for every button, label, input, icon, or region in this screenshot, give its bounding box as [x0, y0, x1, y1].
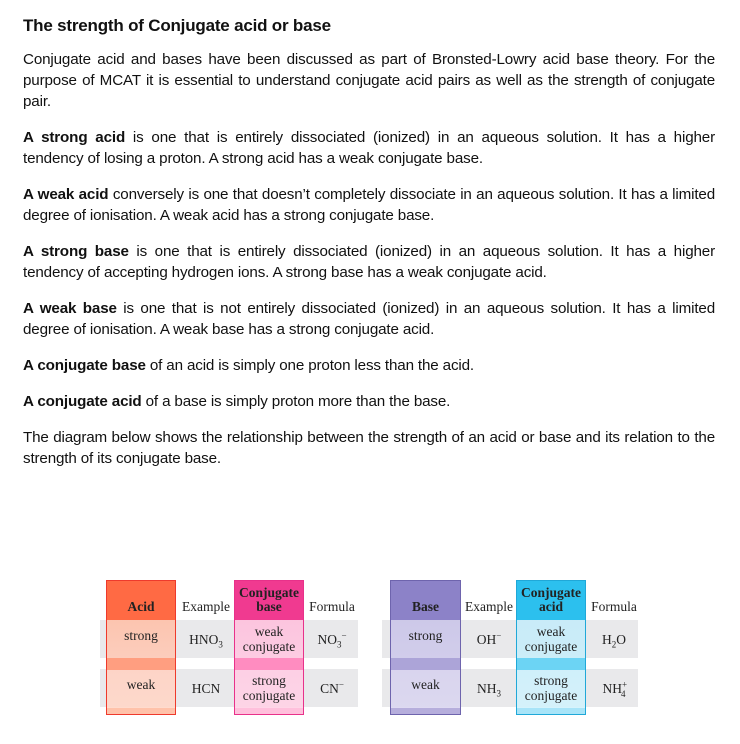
acid-example-hcn: HCN — [191, 681, 221, 696]
base-example-nh3: $NH_3$ — [477, 681, 501, 699]
base-strength-weak: weak — [411, 677, 440, 692]
header-example: Example — [182, 599, 230, 614]
header-example: Example — [465, 599, 513, 614]
acid-strength-strong: strong — [124, 628, 158, 643]
acid-table — [100, 580, 362, 720]
term: A weak base — [23, 300, 117, 317]
header-conjugate-base: Conjugate base — [239, 585, 299, 614]
conjugate-acid-paragraph: A conjugate acid of a base is simply proton more than the base. — [23, 393, 451, 410]
conj-acid-weak: weak conjugate — [524, 624, 578, 654]
strong-base-paragraph: A strong base is one that is entirely dissociated (ionized) in an aqueous solution. It has a higher tendency of accepting hydrogen ions. A strong base has a weak conjugate acid. — [23, 243, 715, 281]
formula-cn: CN− — [320, 679, 344, 696]
weak-base-paragraph: A weak base is one that is not entirely dissociated (ionized) in an aqueous solution. It has a limited degree of ionisation. A weak base has a strong conjugate acid. — [23, 300, 715, 338]
base-example-oh: OH− — [476, 630, 502, 647]
formula-nh4: $NH^+_4$ — [602, 679, 628, 699]
header-conjugate-acid: Conjugate acid — [521, 585, 581, 614]
term: A strong acid — [23, 129, 126, 146]
page-title: The strength of Conjugate acid or base — [23, 16, 331, 35]
formula-no3: $NO_3^-$ — [317, 630, 347, 650]
conj-acid-strong: strong conjugate — [524, 673, 578, 703]
conjugate-diagram — [0, 580, 740, 730]
acid-example-hno3: $HNO_3$ — [189, 632, 223, 650]
weak-acid-paragraph: A weak acid conversely is one that doesn’t completely dissociate in an aqueous solution. It has a limited degree of ionisation. A weak acid has a strong conjugate base. — [23, 186, 715, 224]
base-table — [382, 580, 644, 720]
header-base: Base — [412, 599, 439, 614]
conjugate-base-paragraph: A conjugate base of an acid is simply one proton less than the acid. — [23, 357, 474, 374]
base-strength-strong: strong — [408, 628, 443, 643]
header-formula: Formula — [591, 599, 637, 614]
formula-h2o: $H_2O$ — [602, 632, 626, 650]
document-page — [23, 14, 715, 484]
strong-acid-paragraph: A strong acid is one that is entirely dissociated (ionized) in an aqueous solution. It has a higher tendency of losing a proton. A strong acid has a weak conjugate base. — [23, 129, 715, 167]
term: A conjugate base — [23, 357, 146, 374]
header-acid: Acid — [127, 599, 155, 614]
diagram-intro-paragraph: The diagram below shows the relationship between the strength of an acid or base and its relation to the strength of its conjugate base. — [23, 429, 715, 467]
term: A strong base — [23, 243, 129, 260]
conj-base-strong: strong conjugate — [242, 673, 296, 703]
term: A weak acid — [23, 186, 109, 203]
conj-base-weak: weak conjugate — [242, 624, 296, 654]
acid-strength-weak: weak — [126, 677, 156, 692]
term: A conjugate acid — [23, 393, 142, 410]
header-formula: Formula — [309, 599, 355, 614]
intro-paragraph: Conjugate acid and bases have been discussed as part of Bronsted-Lowry acid base theory. For the purpose of MCAT it is essential to understand conjugate acid pairs as well as the strength of conjugate pair. — [23, 51, 715, 110]
